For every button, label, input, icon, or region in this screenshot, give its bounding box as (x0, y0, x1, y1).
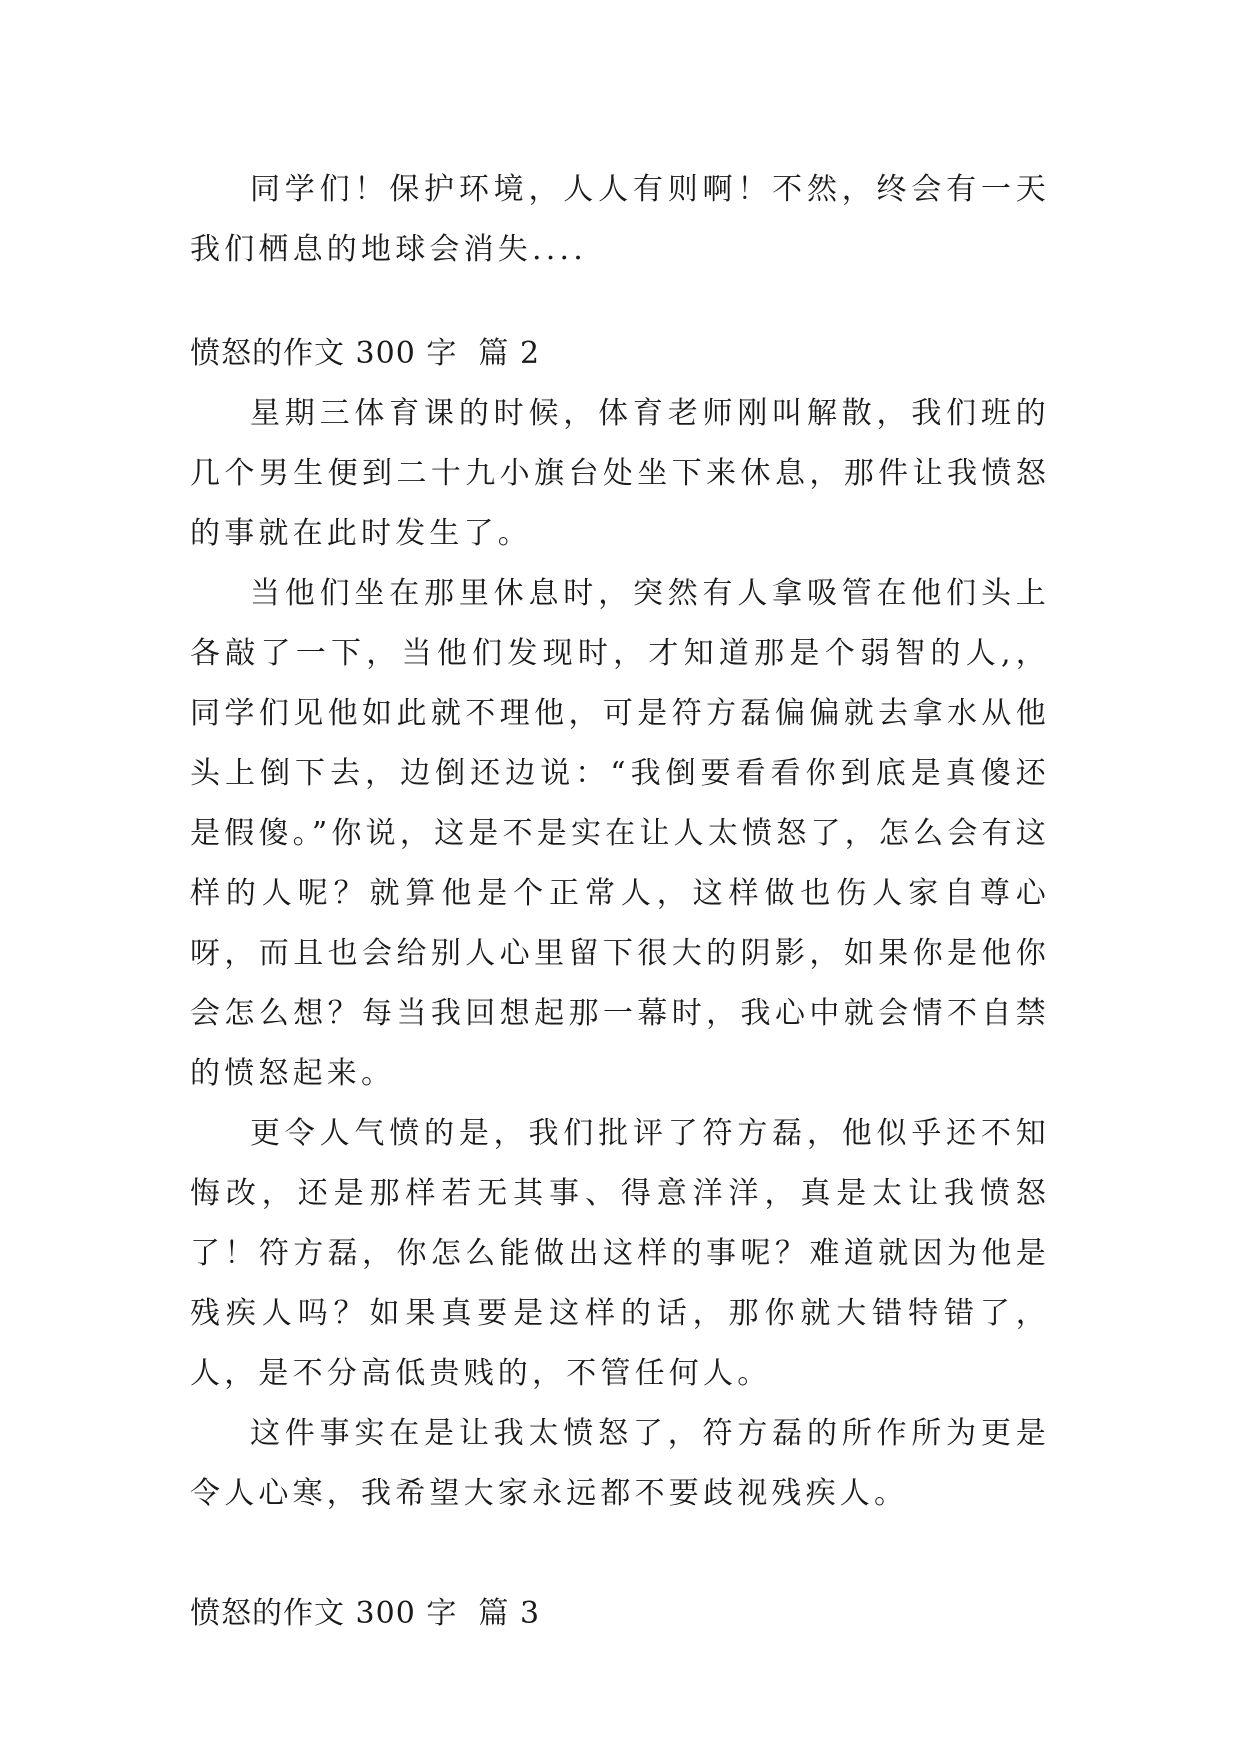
closing-paragraph: 同学们！保护环境，人人有则啊！不然，终会有一天我们栖息的地球会消失.... (190, 172, 1050, 267)
section-heading-2: 愤怒的作文 300 字 篇 2 (190, 336, 541, 371)
paragraph: 星期三体育课的时候，体育老师刚叫解散，我们班的几个男生便到二十九小旗台处坐下来休息，那件让我愤怒的事就在此时发生了。 (190, 396, 1050, 551)
section-heading-3: 愤怒的作文 300 字 篇 3 (190, 1596, 541, 1631)
paragraph: 当他们坐在那里休息时，突然有人拿吸管在他们头上各敲了一下，当他们发现时，才知道那是个弱智的人,，同学们见他如此就不理他，可是符方磊偏偏就去拿水从他头上倒下去，边倒还边说：“我倒要看看你到底是真傻还是假傻。”你说，这是不是实在让人太愤怒了，怎么会有这样的人呢？就算他是个正常人，这样做也伤人家自尊心呀，而且也会给别人心里留下很大的阴影，如果你是他你会怎么想？每当我回想起那一幕时，我心中就会情不自禁的愤怒起来。 (190, 576, 1050, 1091)
document-body (190, 160, 1050, 1644)
paragraph: 这件事实在是让我太愤怒了，符方磊的所作所为更是令人心寒，我希望大家永远都不要歧视残疾人。 (190, 1416, 1050, 1511)
section-spacer (190, 280, 1050, 324)
section-spacer (190, 1524, 1050, 1584)
paragraph: 更令人气愤的是，我们批评了符方磊，他似乎还不知悔改，还是那样若无其事、得意洋洋，真是太让我愤怒了！符方磊，你怎么能做出这样的事呢？难道就因为他是残疾人吗？如果真要是这样的话，那你就大错特错了，人，是不分高低贵贱的，不管任何人。 (190, 1116, 1050, 1391)
